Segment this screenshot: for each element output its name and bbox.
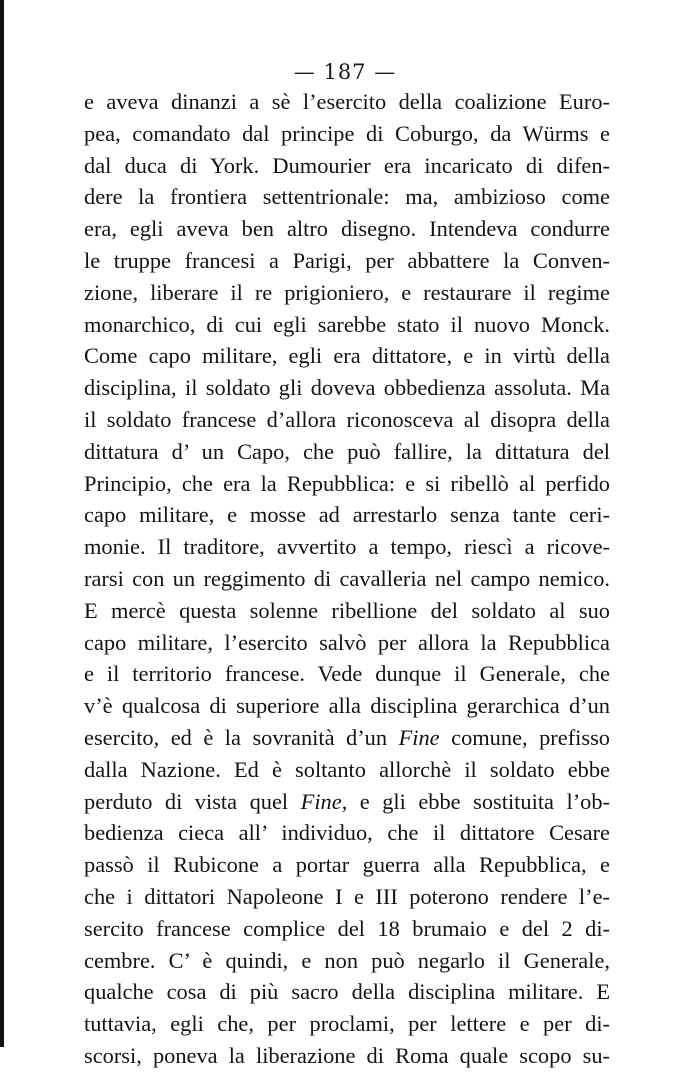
text-line-23: perduto di vista quel Fine, e gli ebbe sostituita l’ob- (84, 788, 610, 814)
text-line-13: Principio, che era la Repubblica: e si ribellò al perfido (84, 470, 610, 496)
text-line-25: passò il Rubicone a portar guerra alla Repubblica, e (84, 852, 610, 878)
text-line-10: disciplina, il soldato gli doveva obbedienza assoluta. Ma (84, 375, 610, 401)
page-spine-edge (0, 0, 4, 1047)
text-line-28: cembre. C’ è quindi, e non può negarlo il Generale, (84, 947, 610, 973)
text-line-31: scorsi, poneva la liberazione di Roma quale scopo su- (84, 1042, 610, 1068)
text-line-2: pea, comandato dal principe di Coburgo, da Würms e (84, 120, 610, 146)
text-line-19: e il territorio francese. Vede dunque il Generale, che (84, 661, 610, 687)
text-line-18: capo militare, l’esercito salvò per allora la Repubblica (84, 629, 610, 655)
text-line-4: dere la frontiera settentrionale: ma, ambizioso come (84, 184, 610, 210)
text-line-27: sercito francese complice del 18 brumaio e del 2 di- (84, 915, 610, 941)
text-line-22: dalla Nazione. Ed è soltanto allorchè il soldato ebbe (84, 756, 610, 782)
text-line-7: zione, liberare il re prigioniero, e restaurare il regime (84, 279, 610, 305)
text-line-6: le truppe francesi a Parigi, per abbattere la Conven- (84, 247, 610, 273)
text-line-17: E mercè questa solenne ribellione del soldato al suo (84, 597, 610, 623)
text-line-29: qualche cosa di più sacro della disciplina militare. E (84, 979, 610, 1005)
text-line-24: bedienza cieca all’ individuo, che il dittatore Cesare (84, 820, 610, 846)
text-line-5: era, egli aveva ben altro disegno. Intendeva condurre (84, 216, 610, 242)
text-line-11: il soldato francese d’allora riconosceva al disopra della (84, 406, 610, 432)
text-line-14: capo militare, e mosse ad arrestarlo senza tante ceri- (84, 502, 610, 528)
body-text (84, 86, 610, 1072)
text-line-26: che i dittatori Napoleone I e III poterono rendere l’e- (84, 883, 610, 909)
text-line-30: tuttavia, egli che, per proclami, per lettere e per di- (84, 1011, 610, 1037)
text-line-16: rarsi con un reggimento di cavalleria nel campo nemico. (84, 565, 610, 591)
text-line-12: dittatura d’ un Capo, che può fallire, la dittatura del (84, 438, 610, 464)
italic-word: Fine (398, 724, 440, 750)
text-line-20: v’è qualcosa di superiore alla disciplina gerarchica d’un (84, 693, 610, 719)
text-line-1: e aveva dinanzi a sè l’esercito della coalizione Euro- (84, 89, 610, 114)
text-line-9: Come capo militare, egli era dittatore, e in virtù della (84, 343, 610, 369)
italic-word: Fine (300, 788, 342, 814)
text-line-3: dal duca di York. Dumourier era incaricato di difen- (84, 152, 610, 178)
page-number: — 187 — (293, 60, 397, 84)
text-line-21: esercito, ed è la sovranità d’un Fine comune, prefisso (84, 724, 610, 750)
text-line-8: monarchico, di cui egli sarebbe stato il nuovo Monck. (84, 311, 610, 337)
text-line-15: monie. Il traditore, avvertito a tempo, riescì a ricove- (84, 534, 610, 560)
